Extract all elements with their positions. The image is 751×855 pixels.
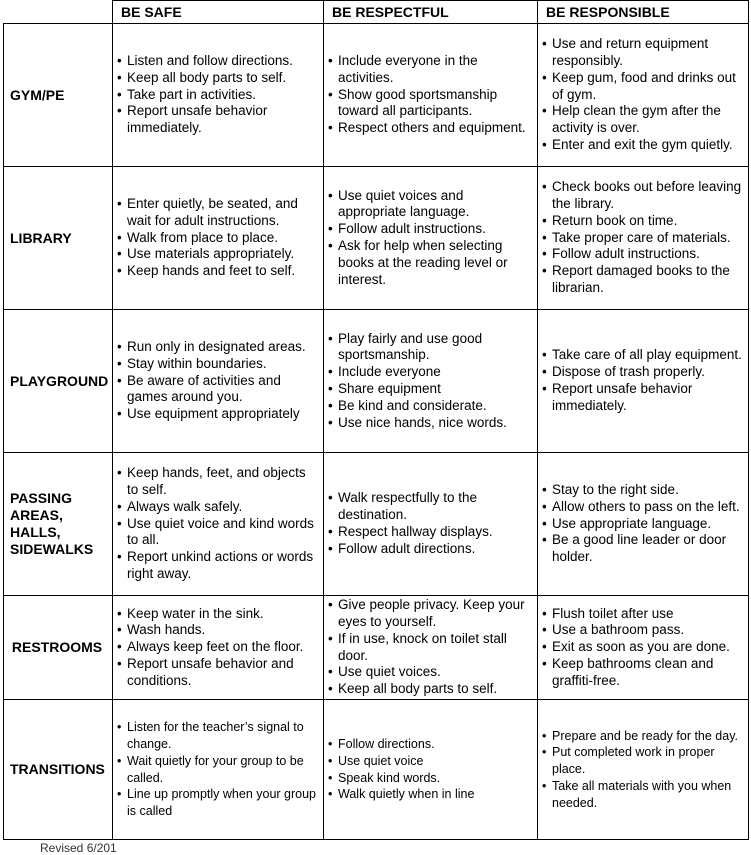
expectation-item: • Always walk safely.: [117, 499, 319, 516]
expectation-item: • Report unsafe behavior immediately.: [117, 103, 319, 137]
expectation-item: • Keep all body parts to self.: [328, 681, 533, 698]
cell-be-responsible: [538, 167, 749, 310]
expectation-item: • Report damaged books to the librarian.: [542, 263, 744, 297]
expectation-item: • Report unkind actions or words right away.: [117, 549, 319, 583]
area-transitions: TRANSITIONS: [4, 700, 113, 840]
expectation-item: • Walk quietly when in line: [328, 786, 533, 803]
expectation-item: • Enter and exit the gym quietly.: [542, 137, 744, 154]
expectation-item: • Take care of all play equipment.: [542, 347, 744, 364]
area-gym-pe: GYM/PE: [4, 24, 113, 167]
expectation-item: • Help clean the gym after the activity is over.: [542, 103, 744, 137]
cell-be-safe: [113, 596, 324, 700]
expectation-item: • Wash hands.: [117, 622, 319, 639]
area-passing-areas-label: PASSING AREAS, HALLS, SIDEWALKS: [10, 490, 94, 557]
expectation-list: [117, 606, 319, 690]
expectation-item: • Walk from place to place.: [117, 230, 319, 247]
expectation-item: • Respect hallway displays.: [328, 524, 533, 541]
header-row: [4, 1, 749, 24]
expectations-table: [3, 0, 749, 840]
expectation-item: • Flush toilet after use: [542, 606, 744, 623]
expectation-item: • Use and return equipment responsibly.: [542, 36, 744, 70]
expectation-item: • Use appropriate language.: [542, 516, 744, 533]
expectation-item: • Always keep feet on the floor.: [117, 639, 319, 656]
expectation-item: • Put completed work in proper place.: [542, 744, 744, 778]
expectation-list: [117, 196, 319, 280]
expectation-item: • Ask for help when selecting books at the reading level or interest.: [328, 238, 533, 288]
expectation-item: • Report unsafe behavior and conditions.: [117, 656, 319, 690]
expectation-item: • Speak kind words.: [328, 770, 533, 787]
expectation-item: • Keep hands, feet, and objects to self.: [117, 465, 319, 499]
expectation-item: • Include everyone: [328, 364, 533, 381]
expectation-item: • Prepare and be ready for the day.: [542, 728, 744, 745]
expectation-item: • Use equipment appropriately: [117, 406, 319, 423]
table-row: [4, 596, 749, 700]
expectation-item: • Take all materials with you when needed.: [542, 778, 744, 812]
expectation-item: • Be a good line leader or door holder.: [542, 532, 744, 566]
expectation-item: • Walk respectfully to the destination.: [328, 490, 533, 524]
cell-be-respectful: [324, 700, 538, 840]
expectation-list: [328, 53, 533, 137]
expectation-item: • Dispose of trash properly.: [542, 364, 744, 381]
header-be-safe: BE SAFE: [113, 1, 324, 24]
expectation-item: • Line up promptly when your group is called: [117, 786, 319, 820]
cell-be-safe: [113, 24, 324, 167]
expectation-list: [542, 606, 744, 690]
expectation-item: • Follow adult directions.: [328, 541, 533, 558]
cell-be-respectful: [324, 167, 538, 310]
area-passing-areas: [4, 453, 113, 596]
expectation-list: [328, 490, 533, 557]
cell-be-safe: [113, 453, 324, 596]
expectation-item: • Show good sportsmanship toward all participants.: [328, 87, 533, 121]
expectation-item: • Follow adult instructions.: [542, 246, 744, 263]
cell-be-safe: [113, 167, 324, 310]
expectation-item: • Use nice hands, nice words.: [328, 415, 533, 432]
expectation-list: [328, 188, 533, 289]
expectation-item: • Exit as soon as you are done.: [542, 639, 744, 656]
cell-be-respectful: [324, 310, 538, 453]
cell-be-respectful: [324, 596, 538, 700]
cell-be-safe: [113, 310, 324, 453]
expectation-list: [328, 331, 533, 432]
expectation-item: • Use a bathroom pass.: [542, 622, 744, 639]
expectation-item: • Wait quietly for your group to be called.: [117, 753, 319, 787]
expectation-list: [117, 339, 319, 423]
expectation-item: • If in use, knock on toilet stall door.: [328, 631, 533, 665]
table-row: [4, 310, 749, 453]
expectation-item: • Share equipment: [328, 381, 533, 398]
expectation-item: • Be kind and considerate.: [328, 398, 533, 415]
expectation-item: • Run only in designated areas.: [117, 339, 319, 356]
expectation-list: [542, 347, 744, 414]
area-library: LIBRARY: [4, 167, 113, 310]
expectation-list: [328, 597, 533, 698]
header-be-responsible: BE RESPONSIBLE: [538, 1, 749, 24]
table-row: [4, 167, 749, 310]
expectation-item: • Take proper care of materials.: [542, 230, 744, 247]
expectation-item: • Give people privacy. Keep your eyes to yourself.: [328, 597, 533, 631]
expectation-item: • Respect others and equipment.: [328, 120, 533, 137]
cell-be-responsible: [538, 310, 749, 453]
table-row: [4, 24, 749, 167]
expectation-item: • Use quiet voices.: [328, 664, 533, 681]
table-row: [4, 453, 749, 596]
expectation-item: • Stay to the right side.: [542, 482, 744, 499]
expectation-list: [542, 36, 744, 154]
header-corner: [4, 1, 113, 24]
expectation-item: • Allow others to pass on the left.: [542, 499, 744, 516]
expectation-item: • Keep gum, food and drinks out of gym.: [542, 70, 744, 104]
expectation-item: • Use quiet voices and appropriate language.: [328, 188, 533, 222]
expectation-item: • Keep hands and feet to self.: [117, 263, 319, 280]
expectation-list: [328, 736, 533, 803]
expectation-item: • Follow directions.: [328, 736, 533, 753]
expectation-item: • Check books out before leaving the library.: [542, 179, 744, 213]
expectation-item: • Follow adult instructions.: [328, 221, 533, 238]
expectation-list: [542, 482, 744, 566]
expectation-item: • Listen for the teacher’s signal to change.: [117, 719, 319, 753]
expectation-item: • Keep all body parts to self.: [117, 70, 319, 87]
expectation-item: • Include everyone in the activities.: [328, 53, 533, 87]
expectation-list: [542, 728, 744, 812]
expectation-item: • Enter quietly, be seated, and wait for adult instructions.: [117, 196, 319, 230]
expectation-list: [117, 53, 319, 137]
expectation-item: • Listen and follow directions.: [117, 53, 319, 70]
cell-be-respectful: [324, 453, 538, 596]
expectation-item: • Use quiet voice and kind words to all.: [117, 516, 319, 550]
area-restrooms: RESTROOMS: [4, 596, 113, 700]
cell-be-respectful: [324, 24, 538, 167]
revision-note: Revised 6/201: [40, 841, 117, 855]
behavior-matrix: [3, 0, 748, 840]
cell-be-responsible: [538, 453, 749, 596]
expectation-item: • Report unsafe behavior immediately.: [542, 381, 744, 415]
expectation-item: • Use materials appropriately.: [117, 246, 319, 263]
expectation-list: [117, 719, 319, 820]
table-row: [4, 700, 749, 840]
area-playground: PLAYGROUND: [4, 310, 113, 453]
expectation-item: • Play fairly and use good sportsmanship.: [328, 331, 533, 365]
expectation-item: • Return book on time.: [542, 213, 744, 230]
cell-be-responsible: [538, 24, 749, 167]
expectation-item: • Keep bathrooms clean and graffiti-free.: [542, 656, 744, 690]
header-be-respectful: BE RESPECTFUL: [324, 1, 538, 24]
expectation-item: • Keep water in the sink.: [117, 606, 319, 623]
expectation-list: [542, 179, 744, 297]
expectation-list: [117, 465, 319, 583]
cell-be-safe: [113, 700, 324, 840]
expectation-item: • Use quiet voice: [328, 753, 533, 770]
cell-be-responsible: [538, 700, 749, 840]
cell-be-responsible: [538, 596, 749, 700]
expectation-item: • Stay within boundaries.: [117, 356, 319, 373]
expectation-item: • Take part in activities.: [117, 87, 319, 104]
expectation-item: • Be aware of activities and games around you.: [117, 373, 319, 407]
